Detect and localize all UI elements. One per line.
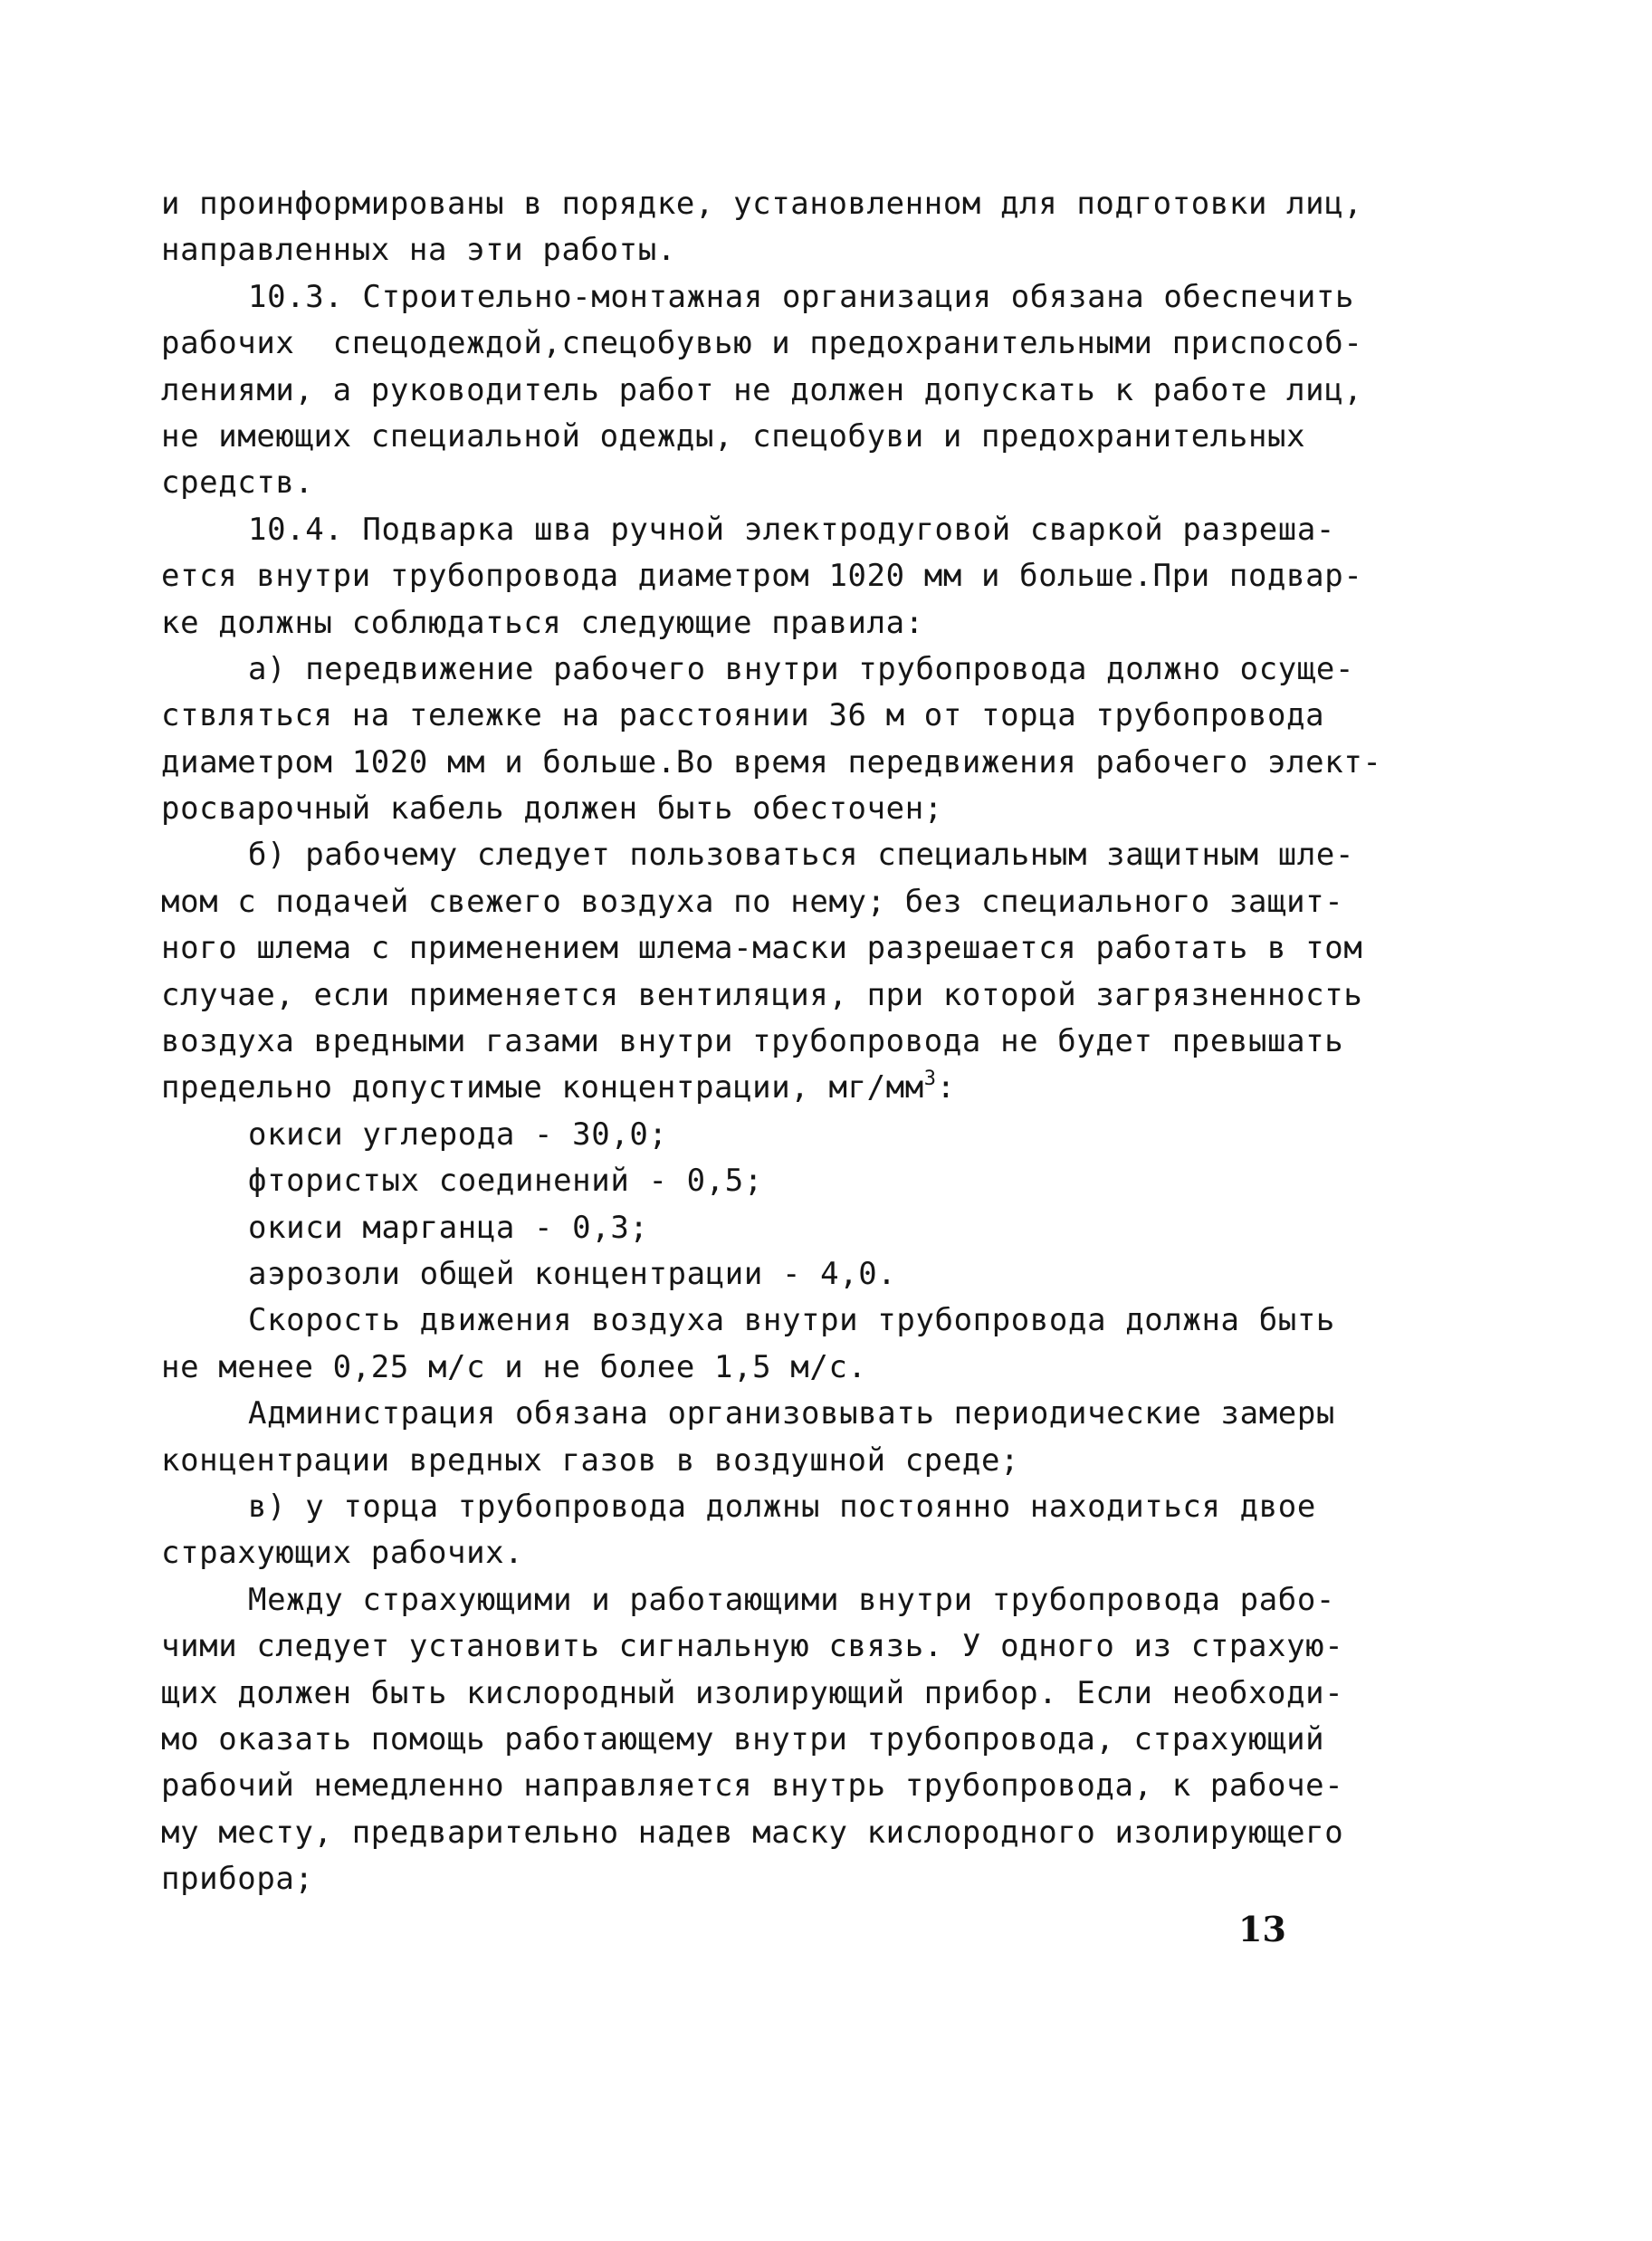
text-line: средств.: [161, 464, 314, 502]
text-line: рабочих спецодеждой,спецобувью и предохранительными приспособ-: [161, 325, 1363, 362]
unit-colon: :: [936, 1069, 956, 1106]
text-line: ствляться на тележке на расстоянии 36 м от торца трубопровода: [161, 697, 1325, 734]
text-line: щих должен быть кислородный изолирующий прибор. Если необходи-: [161, 1674, 1344, 1711]
text-line: концентрации вредных газов в воздушной среде;: [161, 1441, 1020, 1479]
item-b-line: б) рабочему следует пользоваться специальным защитным шле-: [248, 837, 1355, 874]
text-line: му месту, предварительно надев маску кислородного изолирующего: [161, 1814, 1344, 1851]
signal-link-line: Между страхующими и работающими внутри трубопровода рабо-: [248, 1581, 1335, 1618]
concentration-item: фтористых соединений - 0,5;: [248, 1163, 763, 1200]
text-line: ется внутри трубопровода диаметром 1020 мм и больше.При подвар-: [161, 558, 1363, 595]
text-line: не менее 0,25 м/с и не более 1,5 м/с.: [161, 1348, 867, 1385]
text-line: прибора;: [161, 1861, 314, 1898]
text-line: росварочный кабель должен быть обесточен;: [161, 790, 943, 828]
unit-superscript: 3: [923, 1068, 937, 1091]
text-line: и проинформированы в порядке, установленном для подготовки лиц,: [161, 186, 1363, 222]
text-line: ке должны соблюдаться следующие правила:: [161, 604, 924, 641]
concentration-item: окиси марганца - 0,3;: [248, 1209, 649, 1246]
concentration-item: окиси углерода - 30,0;: [248, 1116, 668, 1153]
text-line: мо оказать помощь работающему внутри трубопровода, страхующий: [161, 1720, 1325, 1757]
text-line: мом с подачей свежего воздуха по нему; без специального защит-: [161, 883, 1344, 920]
text-line: воздуха вредными газами внутри трубопровода не будет превышать: [161, 1023, 1344, 1060]
text-line: направленных на эти работы.: [161, 232, 676, 269]
text-line: чими следует установить сигнальную связь. У одного из страхую-: [161, 1628, 1344, 1665]
item-a-line: а) передвижение рабочего внутри трубопровода должно осуще-: [248, 650, 1355, 687]
paragraph-10-4-line: 10.4. Подварка шва ручной электродуговой сваркой разреша-: [248, 511, 1335, 548]
text-line: не имеющих специальной одежды, спецобуви и предохранительных: [161, 417, 1306, 455]
text-line: рабочий немедленно направляется внутрь трубопровода, к рабоче-: [161, 1767, 1344, 1805]
concentration-intro-line: [161, 1065, 1338, 1111]
administration-line: Администрация обязана организовывать периодические замеры: [248, 1395, 1335, 1432]
text-line: страхующих рабочих.: [161, 1535, 524, 1572]
text-line: лениями, а руководитель работ не должен допускать к работе лиц,: [161, 371, 1363, 408]
paragraph-10-3-line: 10.3. Строительно-монтажная организация обязана обеспечить: [248, 278, 1355, 315]
body-text: [161, 181, 1382, 1902]
page-number: 13: [1238, 1909, 1286, 1949]
text-line: случае, если применяется вентиляция, при которой загрязненность: [161, 976, 1363, 1013]
concentration-intro-text: предельно допустимые концентрации, мг/мм: [161, 1069, 924, 1106]
item-v-line: в) у торца трубопровода должны постоянно находиться двое: [248, 1488, 1316, 1525]
text-line: ного шлема с применением шлема-маски разрешается работать в том: [161, 930, 1363, 967]
air-speed-line: Скорость движения воздуха внутри трубопровода должна быть: [248, 1302, 1335, 1339]
concentration-item: аэрозоли общей концентрации - 4,0.: [248, 1255, 897, 1292]
text-line: диаметром 1020 мм и больше.Во время передвижения рабочего элект-: [161, 743, 1382, 781]
